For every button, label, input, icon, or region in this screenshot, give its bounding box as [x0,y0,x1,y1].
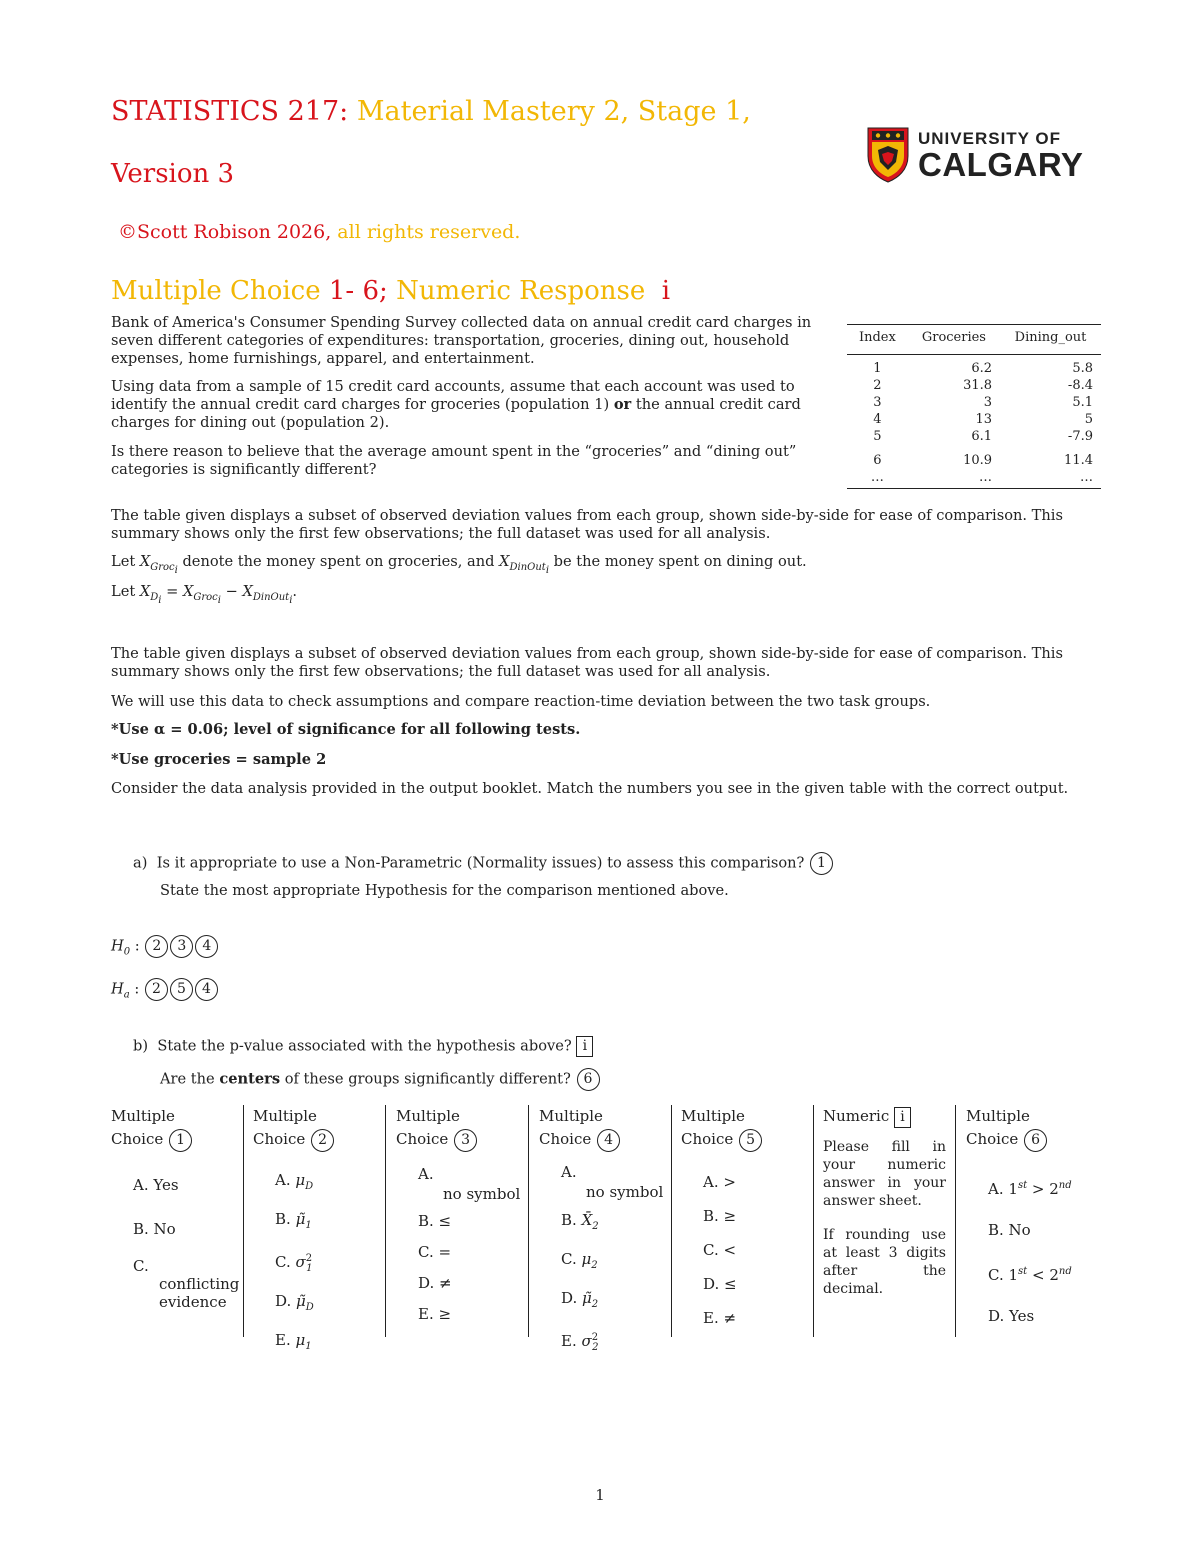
col-number-marker: 4 [597,1129,620,1152]
intro-p2-part-a: Using data from a sample of 15 credit card accounts, assume that each account was used to identify the annual credit card charges for groceries (population 1) [111,378,795,413]
table-row [847,355,1101,378]
let2-sub-i: i [158,594,162,606]
h0-marker: 4 [195,935,218,958]
question-b-sub-a: Are the [160,1070,215,1088]
option-sub: 2 [592,1220,599,1232]
mc-range: 1- 6; [328,276,388,306]
copyright-line [118,221,520,243]
option-sup: nd [1058,1265,1072,1277]
h0-symbol: H [111,937,124,955]
question-b-answer-box: i [576,1036,593,1057]
option-b[interactable] [561,1204,671,1243]
description-2: The table given displays a subset of observed deviation values from each group, shown side-by-side for ease of comparison. This summary shows only the first few observations; the full dataset was used for all analysis. [111,645,1063,680]
option-c[interactable] [111,1257,243,1311]
intro-p2-part-b: the annual credit card charges for dining out (population 2). [111,396,801,431]
table-cell: 5 [873,429,882,444]
data-table-frame [847,324,1101,489]
let2-sub-d: D [150,591,159,603]
section-heading [111,276,670,306]
question-b-label: b) [133,1037,149,1055]
ha-marker: 4 [195,978,218,1001]
table-header-cell: Groceries [908,325,1000,355]
table-row [847,394,1101,411]
option-c[interactable] [561,1243,671,1282]
intro-paragraph-1: Bank of America's Consumer Spending Survey collected data on annual credit card charges in seven different categories of expenditures: transportation, groceries, dining out, household expenses, home furnishings, apparel, and entertainment. [111,314,812,367]
table-cell: 2 [873,378,882,393]
option-c-text-2: evidence [159,1292,227,1311]
table-cell: 6 [873,453,882,468]
option-operator: < [1031,1265,1045,1284]
option-value: 2 [1049,1265,1059,1284]
option-symbol: σ [295,1252,306,1271]
alpha-note: *Use α = 0.06; level of significance for all following tests. [111,721,581,738]
option-symbol: μ [295,1330,306,1349]
let1-sub-i2: i [545,564,550,576]
question-b-answer-marker: 6 [577,1068,600,1091]
option-c-text-1: conflicting [159,1274,240,1293]
col-number-marker: 5 [739,1129,762,1152]
option-a[interactable]: A. Yes [133,1175,179,1194]
option-a[interactable] [539,1162,671,1202]
option-b[interactable] [275,1203,385,1242]
option-symbol: μ̃ [582,1288,592,1307]
option-symbol: X̄ [581,1210,593,1229]
option-a[interactable]: A. > [703,1172,736,1191]
table-header-row [847,325,1101,355]
option-value: 1 [1008,1179,1018,1198]
let2-sub-i2: i [217,594,221,606]
option-letter: A. [275,1170,291,1189]
let-definition-1 [111,553,807,580]
col-heading: Choice [253,1130,306,1148]
col-heading: Multiple [539,1107,603,1125]
option-sup: 2 [305,1252,313,1264]
question-b-subtext [160,1068,601,1091]
col-number-box: i [894,1107,911,1128]
col-heading: Choice [966,1130,1019,1148]
assessment-title: Material Mastery 2, Stage 1, [356,96,751,127]
nr-id: i [661,276,671,306]
intro-paragraph-2 [111,378,838,432]
col-heading: Multiple [253,1107,317,1125]
description-1: The table given displays a subset of observed deviation values from each group, shown side-by-side for ease of comparison. This summary shows only the first few observations; the full dataset was used for all analysis. [111,507,1063,542]
option-c[interactable]: C. = [418,1242,452,1261]
university-logo [866,126,1083,184]
table-row [847,428,1101,445]
let2-period: . [292,583,298,600]
ha-colon: : [134,980,140,998]
option-sup: nd [1058,1179,1072,1191]
course-code: STATISTICS 217: [111,96,349,127]
ha-symbol: H [111,980,124,998]
option-letter: C. [988,1265,1004,1284]
option-sub: 1 [305,1219,312,1231]
option-text: no symbol [443,1184,521,1203]
option-operator: > [1031,1179,1045,1198]
alternative-hypothesis [111,978,219,1004]
h0-colon: : [134,937,140,955]
option-sub: D [305,1180,314,1192]
let2-equals: = [166,583,179,600]
copyright-rights: all rights reserved. [337,221,521,243]
purpose-text: We will use this data to check assumptions and compare reaction-time deviation between the two task groups. [111,693,931,710]
answer-column-numeric [823,1105,956,1337]
table-cell: 3 [983,395,993,410]
option-sub: D [305,1301,314,1313]
option-b[interactable]: B. No [133,1219,176,1238]
col-heading: Choice [111,1130,164,1148]
nr-label: Numeric Response [396,276,646,306]
option-sup: st [1017,1179,1028,1191]
let1-x-groc: X [139,553,151,570]
option-value: 2 [1049,1179,1059,1198]
table-cell: 1 [873,361,882,376]
option-symbol: μ [295,1170,306,1189]
let2-let: Let [111,583,136,600]
option-letter: A. [561,1162,577,1181]
col-heading: Choice [539,1130,592,1148]
question-a-label: a) [133,854,148,872]
option-e[interactable] [275,1324,385,1363]
numeric-instructions-2: If rounding use at least 3 digits after the decimal. [823,1227,946,1297]
let1-let: Let [111,553,136,570]
option-d[interactable] [275,1285,385,1324]
let1-sub-i: i [174,564,178,576]
sample-note: *Use groceries = sample 2 [111,751,327,768]
option-letter: C. [561,1249,577,1268]
option-e[interactable]: E. ≠ [703,1308,737,1327]
option-symbol: μ̃ [296,1291,306,1310]
table-cell: 11.4 [1064,453,1093,468]
option-d[interactable] [561,1282,671,1321]
option-d[interactable]: D. ≠ [418,1273,452,1292]
option-letter: D. [275,1291,292,1310]
let2-sub-groc: Groc [193,591,218,603]
intro-p2-or: or [613,396,632,413]
table-row [847,445,1101,469]
option-symbol: σ [581,1331,592,1350]
table-cell: 5.8 [1072,361,1093,376]
table-row [847,377,1101,394]
logo-line1: UNIVERSITY OF [918,129,1062,148]
option-c-letter: C. [133,1256,149,1275]
table-cell: -7.9 [1067,429,1093,444]
option-b[interactable]: B. No [988,1220,1031,1239]
option-letter: B. [561,1210,577,1229]
h0-marker: 2 [145,935,168,958]
col-number-marker: 6 [1024,1129,1047,1152]
answer-column-mc1 [111,1105,244,1337]
let2-x-din: X [242,583,253,600]
let-definition-2 [111,583,297,610]
data-table [847,325,1101,486]
col-heading: Multiple [396,1107,460,1125]
let1-text-c: be the money spent on dining out. [553,553,807,570]
option-e[interactable]: E. ≥ [418,1304,452,1323]
let2-x-groc: X [182,583,194,600]
question-a-subtext: State the most appropriate Hypothesis for the comparison mentioned above. [160,882,729,899]
null-hypothesis [111,935,219,961]
h0-subscript: 0 [123,946,131,958]
option-sub: 1 [305,1340,312,1352]
table-cell: 3 [873,395,882,410]
option-value: 1 [1008,1265,1019,1284]
option-b[interactable]: B. ≥ [703,1206,737,1225]
answer-column-mc4 [539,1105,672,1353]
table-cell: 31.8 [963,378,993,393]
col-heading: Choice [681,1130,734,1148]
col-heading: Multiple [966,1107,1030,1125]
option-d[interactable]: D. Yes [988,1306,1035,1325]
table-cell: 10.9 [963,453,993,468]
option-letter: A. [418,1164,434,1183]
option-a[interactable] [988,1165,1101,1210]
option-letter: B. [275,1209,291,1228]
option-sub: 2 [591,1259,598,1271]
let2-x-d: X [139,583,151,600]
ha-marker: 2 [145,978,168,1001]
option-a[interactable] [275,1164,385,1203]
option-letter: E. [561,1331,577,1350]
option-sup: st [1018,1265,1028,1277]
let2-sub-i3: i [289,594,293,606]
question-a-text: Is it appropriate to use a Non-Parametric (Normality issues) to assess this comparison? [156,854,805,872]
table-cell: 4 [873,412,882,427]
question-b [133,1036,593,1057]
table-cell: … [1080,470,1093,485]
copyright-owner: ©Scott Robison 2026, [118,221,332,243]
col-heading: Choice [396,1130,449,1148]
option-letter: D. [561,1288,578,1307]
option-symbol: μ [581,1249,592,1268]
let2-sub-din: DinOut [252,591,290,603]
option-sub: 1 [306,1262,313,1274]
page-number: 1 [595,1486,605,1504]
table-cell: … [870,470,884,485]
let1-sub-din: DinOut [509,561,546,573]
let1-text-b: denote the money spent on groceries, and [182,553,495,570]
table-row [847,469,1101,486]
col-heading: Numeric [823,1107,890,1125]
table-header-cell: Index [847,325,908,355]
ha-marker: 5 [170,978,193,1001]
h0-marker: 3 [170,935,193,958]
col-number-marker: 2 [311,1129,334,1152]
let2-minus: − [225,583,238,600]
col-number-marker: 1 [169,1129,192,1152]
question-a-answer-marker: 1 [810,852,833,875]
question-b-sub-bold: centers [219,1070,281,1088]
option-sub: 2 [591,1298,599,1310]
col-heading: Multiple [111,1107,175,1125]
option-letter: A. [988,1179,1004,1198]
option-a[interactable] [396,1164,528,1204]
let1-sub-groc: Groc [150,561,175,573]
table-cell: 6.1 [971,429,993,444]
table-row [847,411,1101,428]
option-e[interactable] [561,1321,671,1364]
doc-title [111,98,751,125]
option-b[interactable]: B. ≤ [418,1211,452,1230]
university-crest-icon [866,126,910,184]
answer-column-mc2 [253,1105,386,1352]
answer-column-mc5 [681,1105,814,1337]
table-cell: 13 [975,412,993,427]
answer-column-mc6 [966,1105,1101,1337]
intro-paragraph-3: Is there reason to believe that the average amount spent in the “groceries” and “dining out” categories is significantly different? [111,443,797,478]
question-a [133,852,834,875]
question-b-sub-b: of these groups significantly different? [284,1070,571,1088]
option-sub: 2 [592,1341,599,1353]
table-cell: 5 [1084,412,1093,427]
consider-text: Consider the data analysis provided in the output booklet. Match the numbers you see in the given table with the correct output. [111,780,1069,797]
table-cell: 5.1 [1072,395,1093,410]
col-number-marker: 3 [454,1129,477,1152]
option-symbol: μ̃ [295,1209,306,1228]
mc-label: Multiple Choice [111,276,321,306]
option-text: no symbol [586,1182,664,1201]
table-cell: -8.4 [1067,378,1093,393]
logo-line2: CALGARY [918,146,1084,183]
table-cell: 6.2 [971,361,993,376]
option-d[interactable]: D. ≤ [703,1274,737,1293]
answer-column-mc3 [396,1105,529,1337]
option-c[interactable]: C. < [703,1240,737,1259]
question-b-text: State the p-value associated with the hypothesis above? [157,1037,572,1055]
option-letter: C. [275,1252,291,1271]
numeric-instructions-1: Please fill in your numeric answer in your answer sheet. [823,1139,946,1209]
option-c[interactable] [988,1251,1101,1296]
option-letter: E. [275,1330,291,1349]
option-c[interactable] [275,1242,385,1285]
version-label: Version 3 [111,159,235,189]
col-heading: Multiple [681,1107,745,1125]
table-header-cell: Dining_out [1000,325,1101,355]
let1-x-din: X [499,553,510,570]
option-sup: 2 [591,1331,599,1343]
table-cell: … [979,470,993,485]
ha-subscript: a [123,989,130,1001]
